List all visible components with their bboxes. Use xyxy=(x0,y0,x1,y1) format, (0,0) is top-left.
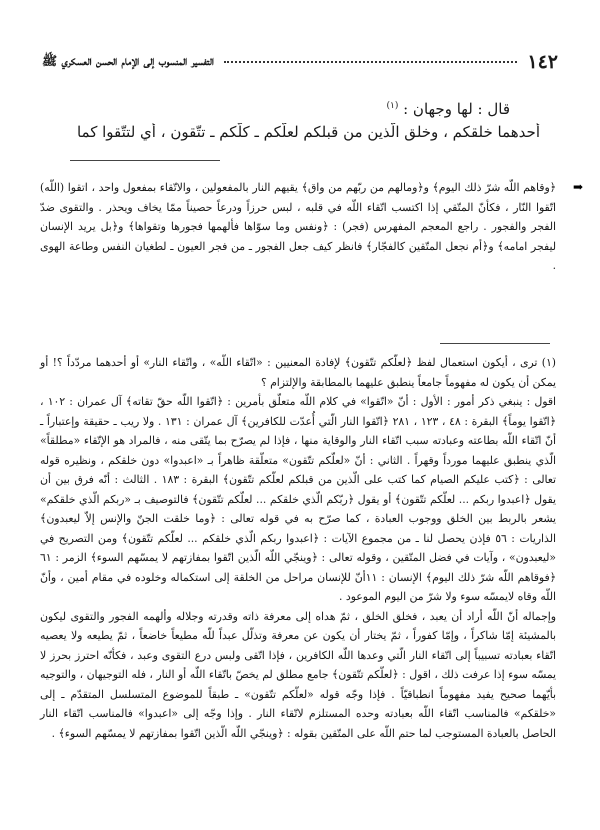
footnote-paragraph-text: ترى ، أيكون استعمال لفظ ﴿لعلّكم تتّقون﴾ لإفادة المعنيين : «اتّقاء اللّه» ، واتّقاء النار» أو أحدهما مردّداً ؟! أو يمكن أن يكون له مفهوماً جامعاً ينطبق عليهما بالمطابقة والإلتزام ؟ xyxy=(40,356,556,389)
footnote-paragraph: اقول : ينبغي ذكر أمور : الأول : أنّ «اتّقوا» في كلام اللّه متعلّق بأمرين : ﴿اتّقوا اللّه حقّ تقاته﴾ آل عمران : ١٠٢ ، ﴿اتّقوا يوماً﴾ البقرة : ٤٨ ، ١٢٣ ، ٢٨١ ﴿اتّقوا النار الّتي أُعدّت للكافرين﴾ آل عمران : ١٣١ . ولا ريب ـ حقيقة وإعتباراً ـ أنّ اتّقاء اللّه بطاعته وعبادته سبب اتّقاء النار والوقاية منها ، فإذا لم يصرّح بما يتّقى منه ، فالمراد هو الإتّقاء «مطلقاً» الّذي ينطبق عليهما مورداً وقهراً . الثاني : أنّ «لعلّكم تتّقون» متعلّقة ظاهراً بـ «اعبدوا» دون خلقكم ، ونظيره قوله تعالى : ﴿كتب عليكم الصيام كما كتب على الّذين من قبلكم لعلّكم تتّقون﴾ البقرة : ١٨٣ . الثالث : أنّه فرق بين أن يقول ﴿اعبدوا ربكم ... لعلّكم تتّقون﴾ أو يقول ﴿ربّكم الّذي خلقكم ... لعلّكم تتّقون﴾ فالتوصيف بـ «ربكم الّذي خلقكم» يشعر بالربط بين الخلق ووجوب العبادة ، كما صرّح به في قوله تعالى : ﴿وما خلقت الجنّ والإنس إلاّ ليعبدون﴾ الذاريات : ٥٦ فإذن يحصل لنا ـ من مجموع الآيات : ﴿اعبدوا ربكم الّذي خلقكم ... لعلّكم تتّقون﴾ ومن التصريح في «ليعبدون» ، وآيات في فضل المتّقين ، وقوله تعالى : ﴿وينجّي اللّه الّذين اتّقوا بمفازتهم لا يمسّهم السوء﴾ الزمر : ٦١ ﴿فوقاهم اللّه شرّ ذلك اليوم﴾ الإنسان : ١١أنّ للإنسان مراحل من الخلقة إلى استكماله وخلوده في مقام أمين ، وأنّ اللّه وقاه لايمسّه سوء ولا شرّ من اليوم الموعود . xyxy=(40,395,557,603)
footnote-number: (١) xyxy=(541,356,556,369)
running-title: التفسير المنسوب إلى الإمام الحسن العسكري ﷺ xyxy=(42,52,214,68)
footnote-continued xyxy=(40,178,583,276)
footnote-continued-text: ﴿وقاهم اللّه شرّ ذلك اليوم﴾ و﴿ومالهم من ربّهم من واق﴾ يقيهم النار بالمفعولين ، والاتّقاء بمفعول واحد ، اتقوا (اللّه) اتّقوا النّار ، فكأنّ المتّقي إذا اكتسب اتّقاء اللّه في قلبه ، لبس حرزاً ودرعاً حصيناً ممّا يخاف ويحذر . والتقوى ضدّ الفجر والفجور . راجع المعجم المفهرس (فجر) : ﴿ونفس وما سوّاها فألهمها فجورها وتقواها﴾ و﴿بل يريد الإنسان ليفجر امامه﴾ و﴿أم نجعل المتّقين كالفجّار﴾ فانظر كيف جعل الفجور ـ من فجر العيون ـ لطغيان النفس وطاعة الهوى . xyxy=(40,181,556,272)
footnote-separator xyxy=(70,160,220,161)
footnote-paragraph: وإجماله أنّ اللّه أراد أن يعبد ، فخلق الخلق ، ثمّ هداه إلى معرفة ذاته وقدرته وجلاله وألهمه الفجور والتقوى ليكون بالمشيئة إمّا شاكراً ، وإمّا كفوراً ، ثمّ يختار أن يكون عن معرفة وتذلّل عبداً للّه مطيعاً خاضعاً ، ثمّ يطيعه ولا يعصيه اتّقاء بعبادته تسبيباً إلى اتّقاء النار الّتي وعدها اللّه الكافرين ، فإذا اتّقى ولبس درع التقوى وعبد ، فكأنّه احترز بحرز لا يمسّه سوء إذا عرفت ذلك ، اقول : ﴿لعلّكم تتّقون﴾ جامع مطلق لم يخصّ باتّقاء اللّه أو النار ، فله التوجيهان ، والتوجيه بأيّهما صحيح يفيد مفهوماً انطباقيّاً . فإذا وجّه قوله «لعلّكم تتّقون» ـ طبقاً للموضوع المتسلسل المتقدّم ـ إلى «خلقكم» فالمناسب اتّقاء اللّه بعبادته وحده المستلزم لاتّقاء النار . وإذا وجّه إلى «اعبدوا» فالمناسب اتّقاء النار الحاصل بالعبادة المستوجب لما حتم اللّه على المتّقين بقوله : ﴿وينجّي اللّه الّذين اتّقوا بمفازتهم لا يمسّهم السوء﴾ . xyxy=(40,609,556,740)
footnote-reference: (١) xyxy=(386,101,399,111)
footnote-paragraph xyxy=(40,353,556,392)
page-number: ١٤٢ xyxy=(527,51,558,73)
verse-intro xyxy=(386,100,510,118)
left-arrow-icon: ➡ xyxy=(572,180,583,194)
footnote-separator-2 xyxy=(440,343,550,344)
page-header xyxy=(42,50,558,74)
header-dotted-rule xyxy=(224,61,517,63)
footnote-1 xyxy=(40,353,556,743)
verse-intro-text: قال : لها وجهان : xyxy=(403,100,510,118)
verse-text: أحدهما خلقكم ، وخلق الّذين من قبلكم لعلّكم ـ كلّكم ـ تتّقون ، أي لتتّقوا كما xyxy=(76,123,540,141)
